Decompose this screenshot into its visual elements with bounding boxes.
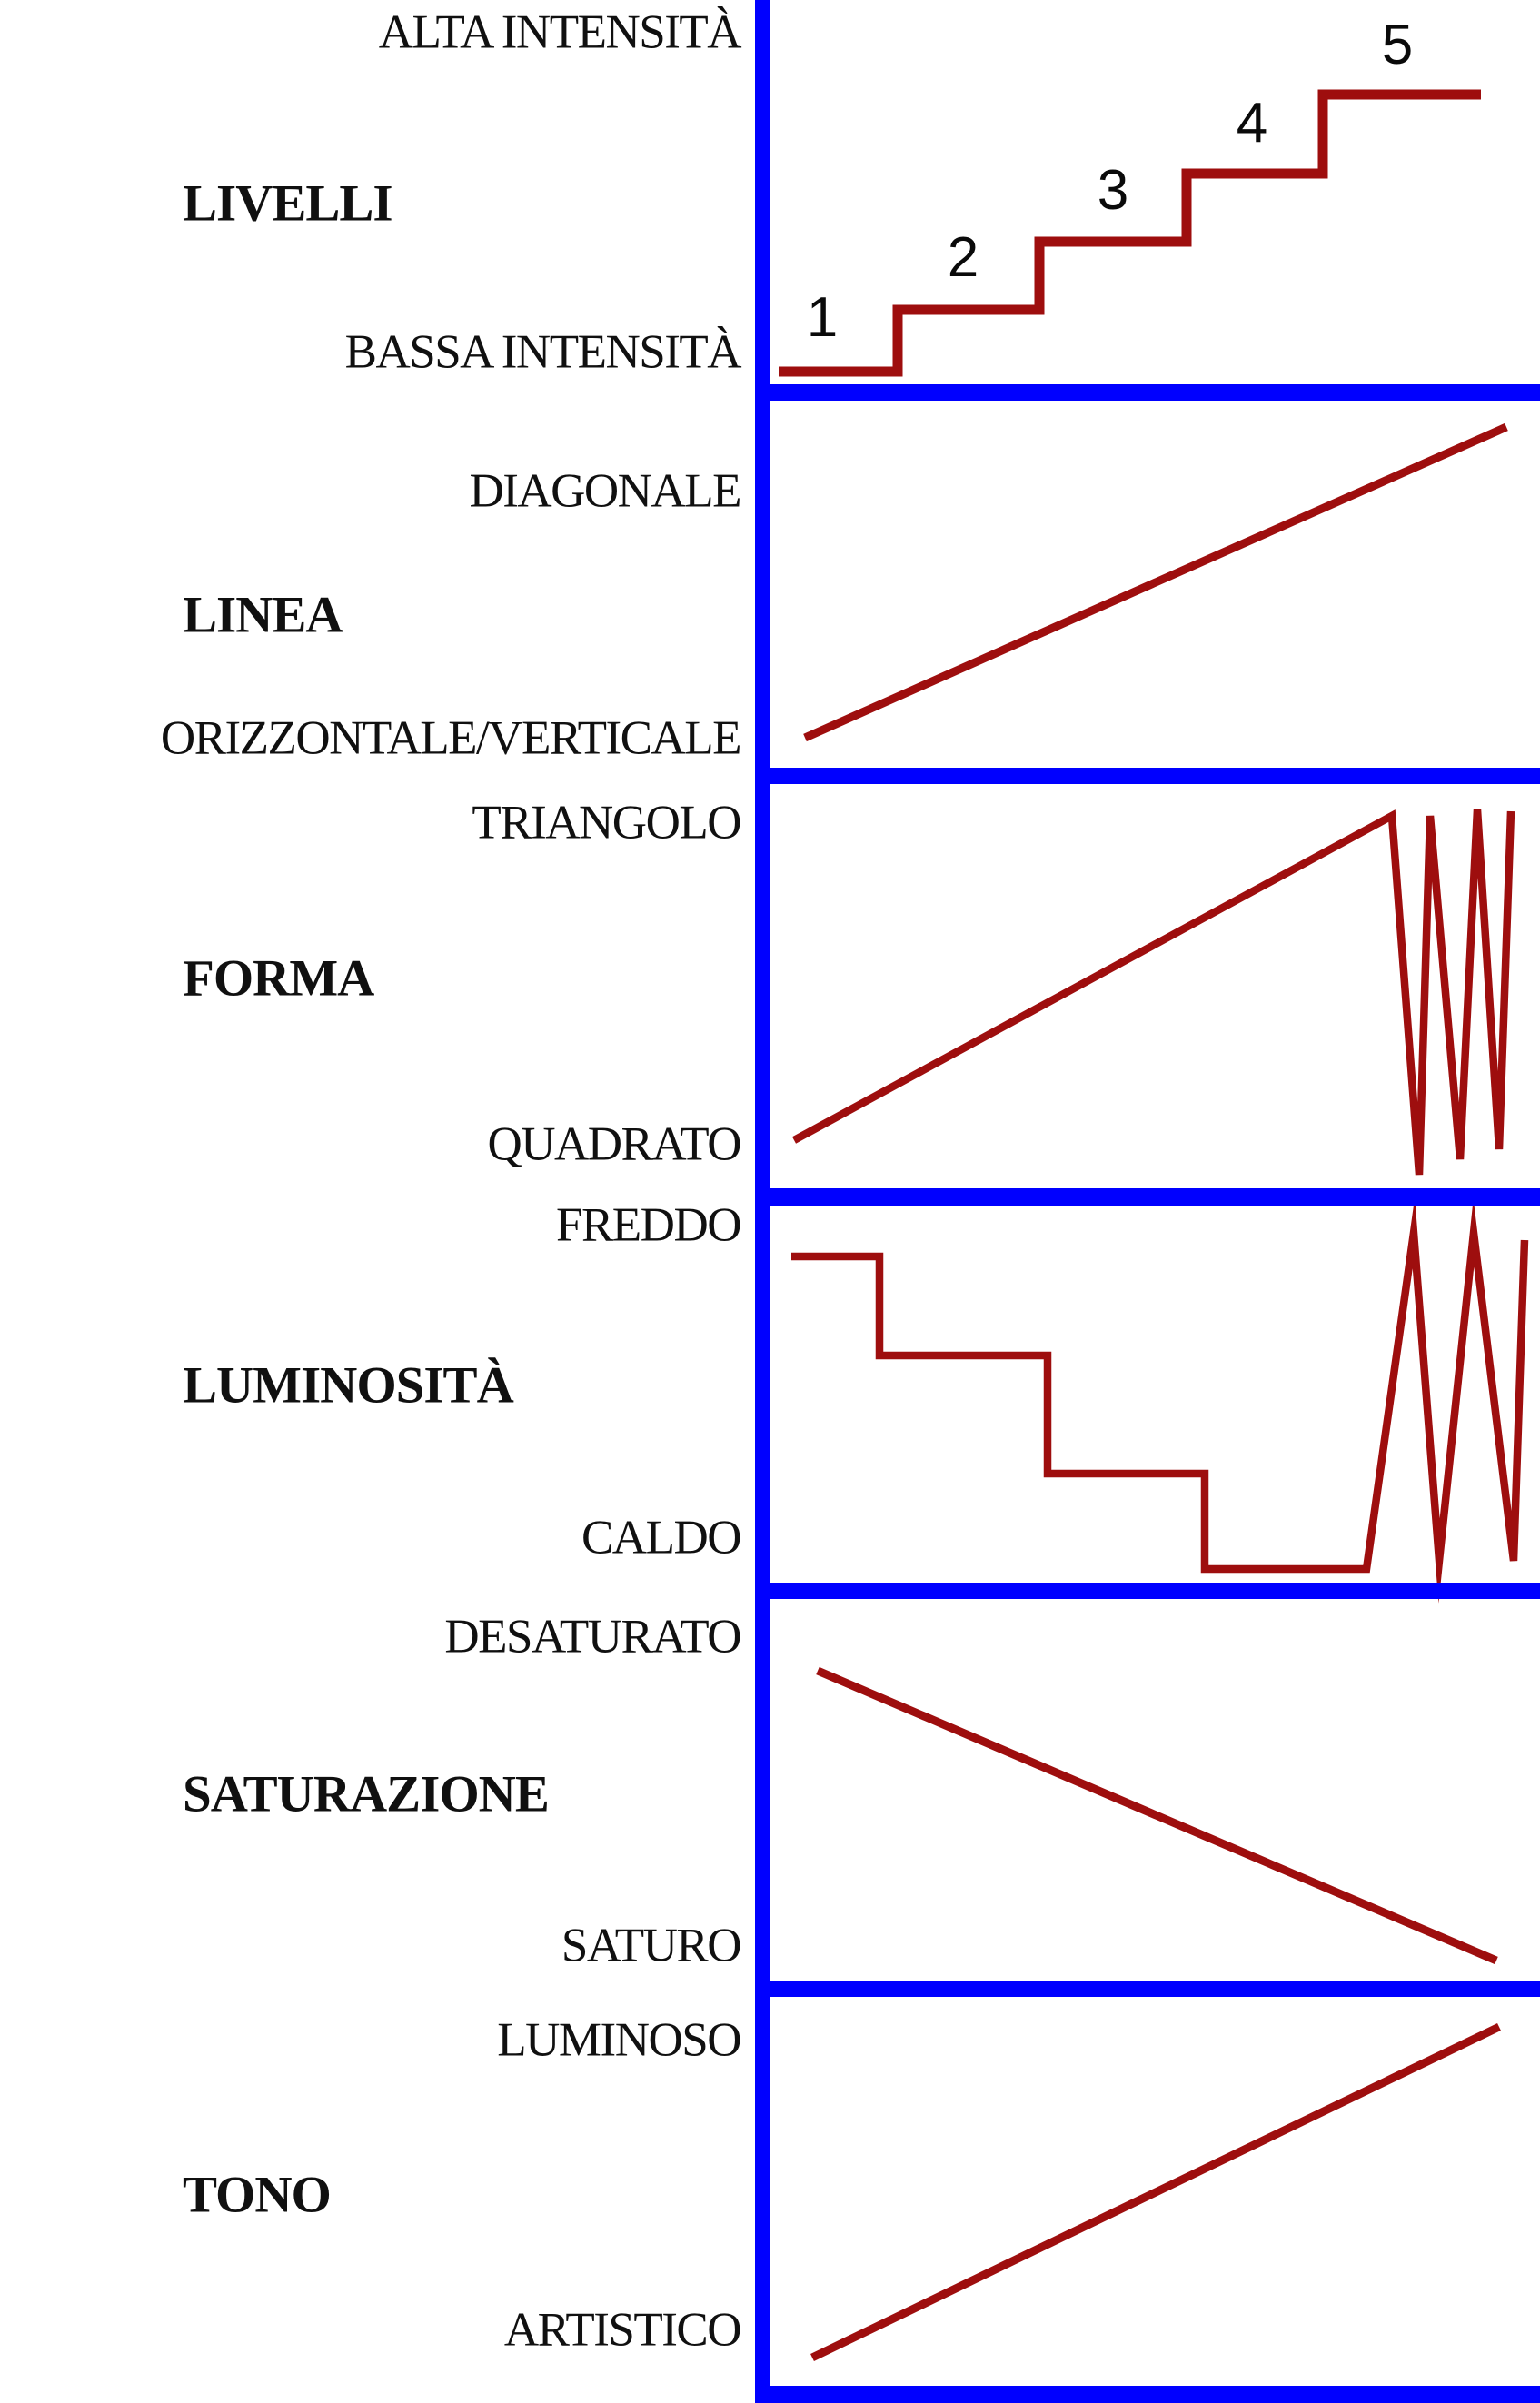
step-label-3: 3 xyxy=(1097,159,1129,222)
step-label-1: 1 xyxy=(806,286,839,349)
curve-luminosita xyxy=(791,1233,1525,1569)
step-label-2: 2 xyxy=(947,226,979,289)
label-category-luminosita: LUMINOSITÀ xyxy=(183,1356,513,1415)
step-label-4: 4 xyxy=(1236,92,1268,154)
curve-forma xyxy=(794,809,1511,1175)
row-separator-2 xyxy=(755,768,1540,784)
label-bottom-luminosita: CALDO xyxy=(581,1511,740,1564)
step-label-5: 5 xyxy=(1381,14,1414,76)
row-separator-1 xyxy=(755,384,1540,401)
label-bottom-tono: ARTISTICO xyxy=(503,2303,740,2357)
label-category-forma: FORMA xyxy=(183,949,374,1008)
label-top-livelli: ALTA INTENSITÀ xyxy=(378,5,740,59)
label-top-forma: TRIANGOLO xyxy=(472,796,740,849)
label-top-linea: DIAGONALE xyxy=(469,464,740,518)
label-top-saturazione: DESATURATO xyxy=(444,1610,740,1663)
label-bottom-saturazione: SATURO xyxy=(561,1919,740,1972)
label-top-luminosita: FREDDO xyxy=(555,1198,740,1252)
curve-livelli xyxy=(779,94,1481,372)
row-separator-4 xyxy=(755,1583,1540,1599)
row-separator-6 xyxy=(755,2386,1540,2403)
row-separator-5 xyxy=(755,1981,1540,1997)
label-category-linea: LINEA xyxy=(183,586,343,644)
label-category-saturazione: SATURAZIONE xyxy=(183,1765,549,1823)
label-top-tono: LUMINOSO xyxy=(497,2013,740,2067)
curve-saturazione xyxy=(818,1671,1496,1961)
row-separator-3 xyxy=(755,1188,1540,1206)
label-bottom-livelli: BASSA INTENSITÀ xyxy=(344,325,740,379)
curve-tono xyxy=(812,2027,1499,2358)
label-category-livelli: LIVELLI xyxy=(183,174,392,233)
label-bottom-linea: ORIZZONTALE/VERTICALE xyxy=(160,711,740,765)
curve-linea xyxy=(805,427,1506,738)
label-category-tono: TONO xyxy=(183,2166,331,2224)
label-bottom-forma: QUADRATO xyxy=(487,1117,740,1171)
